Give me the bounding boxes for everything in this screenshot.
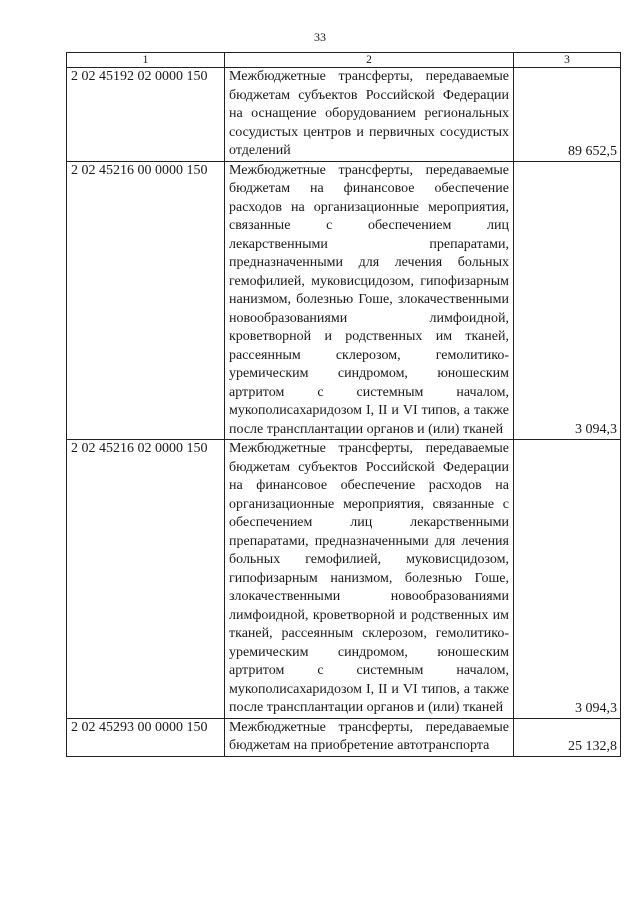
- budget-code: 2 02 45192 02 0000 150: [67, 68, 225, 162]
- table-row: [67, 161, 621, 440]
- budget-description: Межбюджетные трансферты, передаваемые бюджетам на приобретение автотранспорта: [225, 718, 514, 756]
- budget-amount: 89 652,5: [514, 68, 621, 162]
- header-cell-description: 2: [225, 53, 514, 68]
- table-row: [67, 718, 621, 756]
- budget-description: Межбюджетные трансферты, передаваемые бюджетам субъектов Российской Федерации на оснащение оборудованием региональных сосудистых центров и первичных сосудистых отделений: [225, 68, 514, 162]
- budget-code: 2 02 45293 00 0000 150: [67, 718, 225, 756]
- table-row: [67, 440, 621, 719]
- budget-code: 2 02 45216 02 0000 150: [67, 440, 225, 719]
- budget-amount: 3 094,3: [514, 161, 621, 440]
- budget-table: [66, 52, 621, 757]
- page-number: 33: [314, 30, 326, 44]
- budget-description: Межбюджетные трансферты, передаваемые бюджетам субъектов Российской Федерации на финансовое обеспечение расходов на организационные мероприятия, связанные с обеспечением лиц лекарственными препаратами, предназначенными для лечения больных гемофилией, муковисцидозом, гипофизарным нанизмом, болезнью Гоше, злокачественными новообразованиями лимфоидной, кроветворной и родственных им тканей, рассеянным склерозом, гемолитико-уремическим синдромом, юношеским артритом с системным началом, мукополисахаридозом I, II и VI типов, а также после трансплантации органов и (или) тканей: [225, 440, 514, 719]
- budget-amount: 3 094,3: [514, 440, 621, 719]
- header-cell-code: 1: [67, 53, 225, 68]
- budget-amount: 25 132,8: [514, 718, 621, 756]
- budget-description: Межбюджетные трансферты, передаваемые бюджетам на финансовое обеспечение расходов на организационные мероприятия, связанные с обеспечением лиц лекарственными препаратами, предназначенными для лечения больных гемофилией, муковисцидозом, гипофизарным нанизмом, болезнью Гоше, злокачественными новообразованиями лимфоидной, кроветворной и родственных им тканей, рассеянным склерозом, гемолитико-уремическим синдромом, юношеским артритом с системным началом, мукополисахаридозом I, II и VI типов, а также после трансплантации органов и (или) тканей: [225, 161, 514, 440]
- header-cell-amount: 3: [514, 53, 621, 68]
- table-header-row: [67, 53, 621, 68]
- table-row: [67, 68, 621, 162]
- budget-code: 2 02 45216 00 0000 150: [67, 161, 225, 440]
